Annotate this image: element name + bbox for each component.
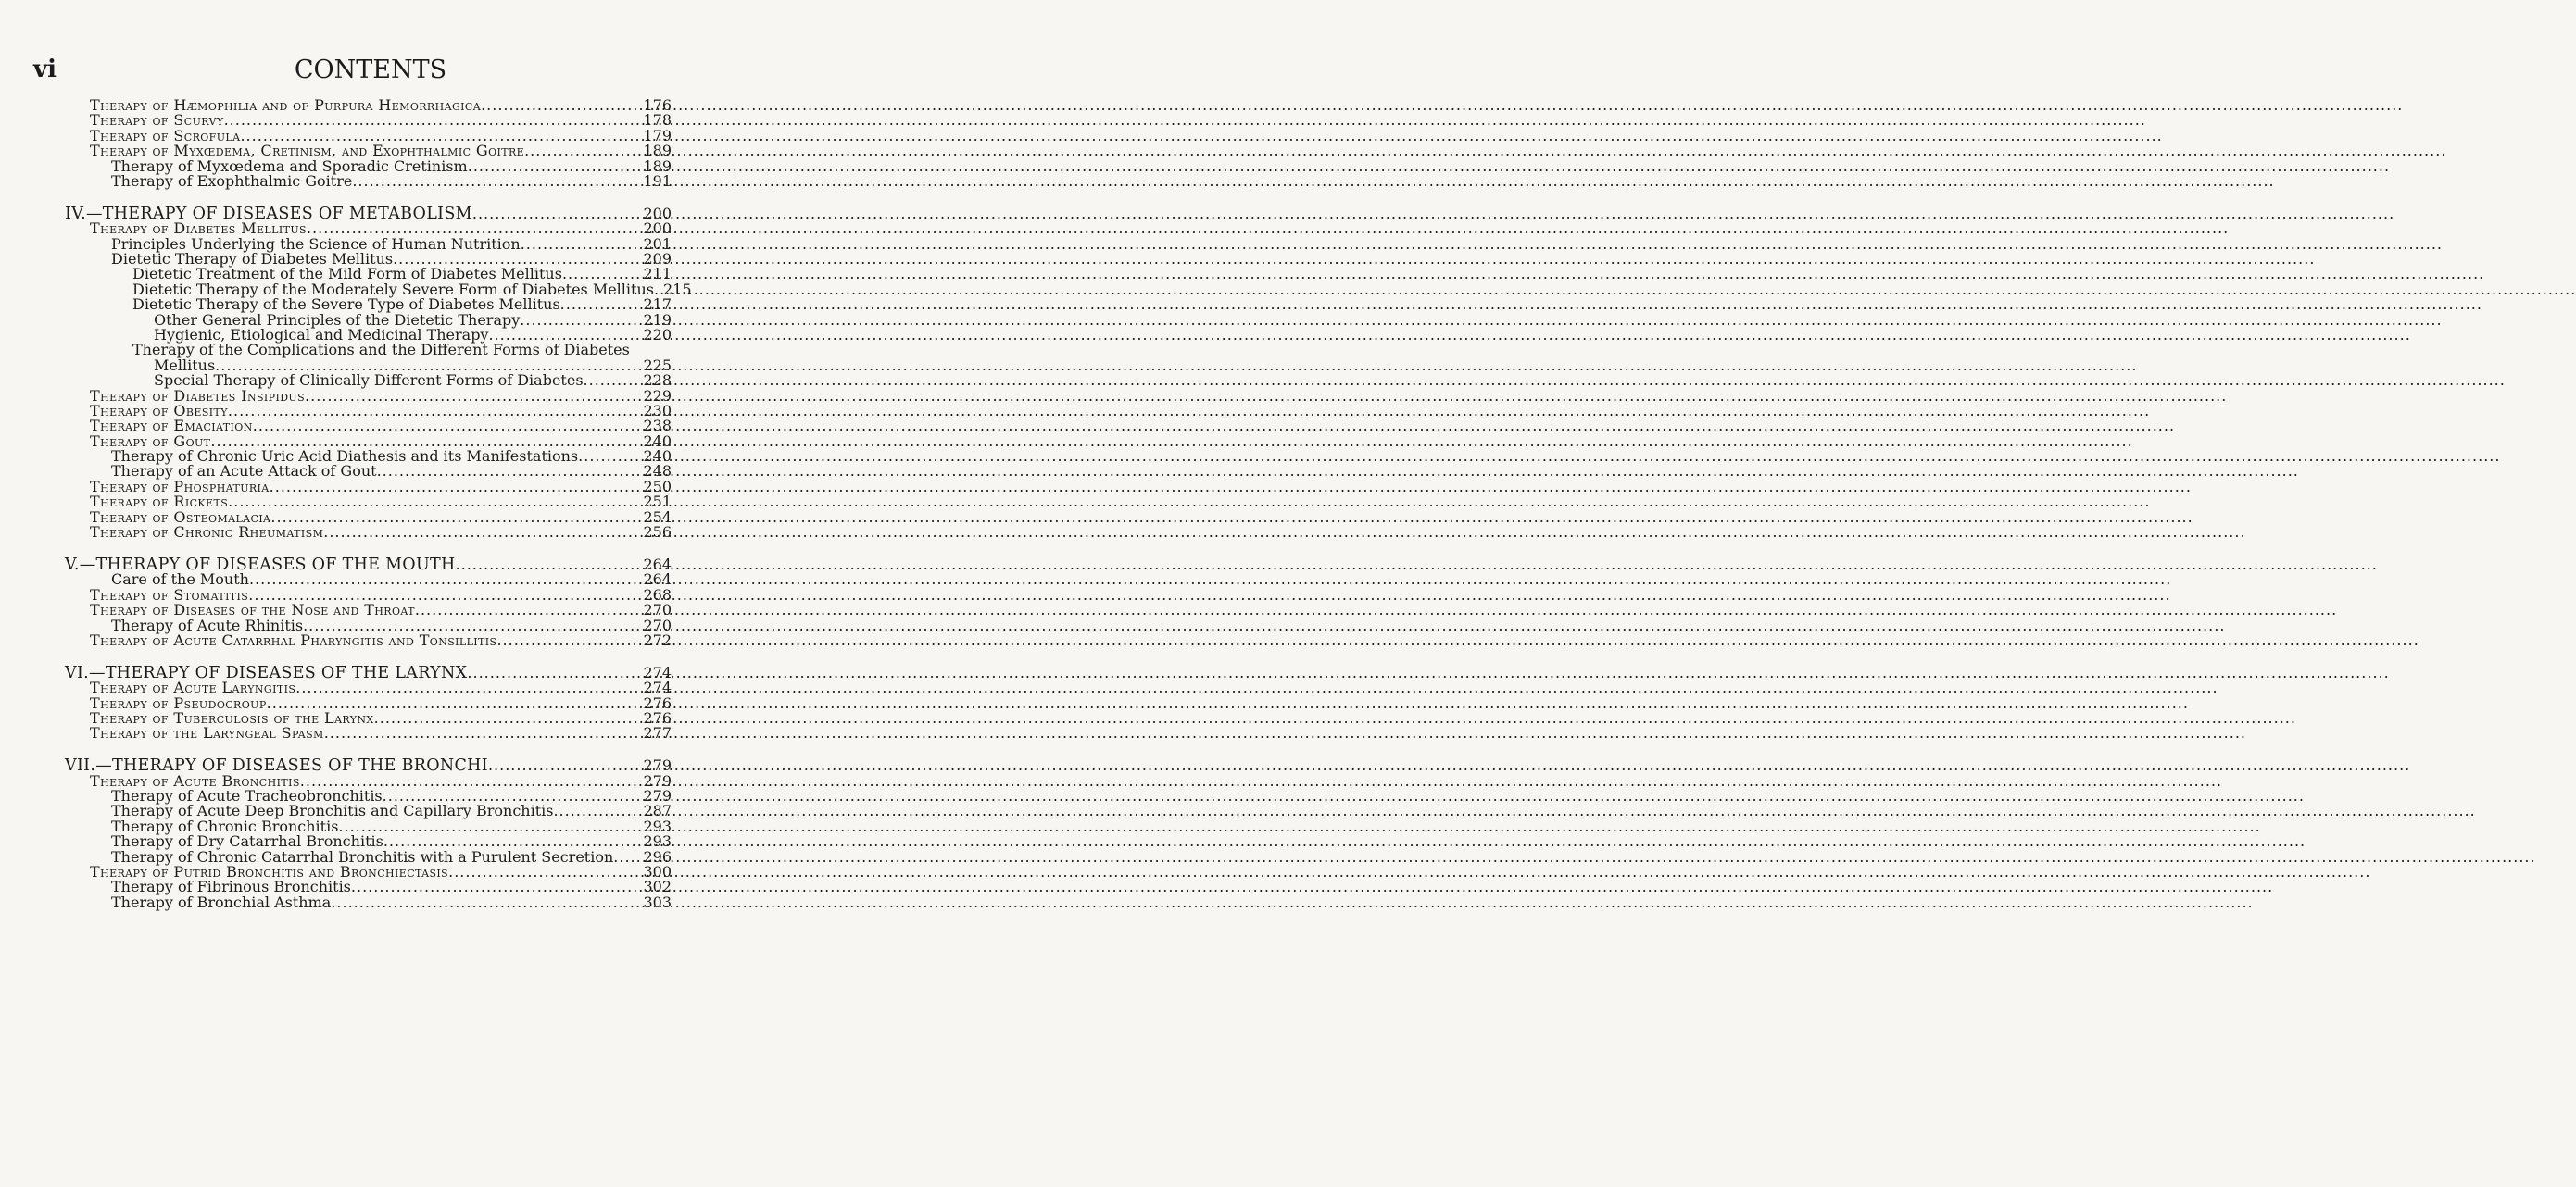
toc-page-number: 256 — [643, 523, 672, 542]
toc-page-number: 279 — [643, 771, 672, 790]
toc-page-number: 293 — [643, 832, 672, 851]
toc-entry-label: Dietetic Treatment of the Mild Form of Diabetes Mellitus — [132, 265, 562, 283]
toc-page-number: 220 — [643, 325, 672, 344]
toc-entry[interactable] — [111, 895, 672, 910]
toc-entry-label: Care of the Mouth — [111, 570, 249, 589]
toc-entry-label: Therapy of Scurvy — [90, 111, 224, 130]
toc-page-number: 200 — [643, 204, 672, 222]
dot-leader — [324, 726, 642, 741]
toc-entry-label: Mellitus — [154, 356, 216, 374]
toc-page-number: 303 — [643, 893, 672, 911]
toc-page-number: 240 — [643, 447, 672, 466]
toc-entry-label: Therapy of Gout — [90, 431, 211, 450]
toc-page-number: 230 — [643, 401, 672, 419]
toc-entry-label: Dietetic Therapy of the Moderately Severe Form of Diabetes Mellitus — [132, 280, 654, 298]
toc-page-number: 279 — [643, 756, 672, 775]
toc-entry-label: Therapy of the Laryngeal Spasm — [90, 724, 324, 743]
toc-entry-label: VII.—THERAPY OF DISEASES OF THE BRONCHI — [65, 756, 488, 776]
toc-page-number: 178 — [643, 111, 672, 130]
section-gap — [90, 540, 672, 554]
toc-entry-label: Therapy of Phosphaturia — [90, 477, 270, 495]
toc-entry[interactable] — [90, 633, 672, 648]
toc-page-number: 277 — [643, 724, 672, 743]
toc-page-number: 240 — [643, 431, 672, 450]
toc-entry-label: Therapy of an Acute Attack of Gout — [111, 462, 377, 481]
toc-entry-label: Therapy of Chronic Catarrhal Bronchitis with a Purulent Secretion — [111, 847, 614, 866]
toc-entry-label: Therapy of Chronic Bronchitis — [111, 817, 339, 835]
toc-entry-label: Special Therapy of Clinically Different Forms of Diabetes — [154, 371, 584, 390]
toc-entry-label: Therapy of Emaciation — [90, 417, 253, 435]
toc-page-number: 217 — [643, 295, 672, 314]
toc-page-number: 189 — [643, 156, 672, 175]
toc-page-number: 264 — [643, 570, 672, 589]
toc-entry-label: Therapy of Acute Tracheobronchitis — [111, 787, 383, 806]
section-gap — [90, 189, 672, 203]
toc-entry-label: Therapy of Pseudocroup — [90, 693, 267, 712]
toc-page-number: 296 — [643, 847, 672, 866]
toc-page-number: 251 — [643, 493, 672, 511]
toc-entry-label: Therapy of Myxœdema, Cretinism, and Exophthalmic Goitre — [90, 142, 525, 160]
toc-entry-label: Other General Principles of the Dietetic Therapy — [154, 310, 521, 329]
toc-page-number: 219 — [643, 310, 672, 329]
toc-entry[interactable] — [90, 726, 672, 741]
toc-page-number: 191 — [643, 171, 672, 190]
toc-entry-label: Therapy of Myxœdema and Sporadic Cretinism — [111, 156, 468, 175]
toc-entry-label: Therapy of Putrid Bronchitis and Bronchiectasis — [90, 862, 449, 881]
toc-page-number: 274 — [643, 679, 672, 697]
toc-page-number: 300 — [643, 862, 672, 881]
dot-leader — [323, 525, 641, 540]
toc-entry-label: Therapy of Diabetes Insipidus — [90, 386, 306, 405]
dot-leader — [331, 895, 641, 910]
toc-page-number: 209 — [643, 250, 672, 269]
toc-page-number: 225 — [643, 356, 672, 374]
toc-entry-label: Therapy of Osteomalacia — [90, 507, 271, 526]
dot-leader — [352, 174, 641, 189]
toc-entry-label: Principles Underlying the Science of Human Nutrition — [111, 234, 521, 253]
toc-entry-label: Therapy of Acute Deep Bronchitis and Capillary Bronchitis — [111, 802, 554, 820]
toc-entry-label: Therapy of Fibrinous Bronchitis — [111, 878, 351, 896]
toc-entry-label: Therapy of Obesity — [90, 401, 228, 419]
dot-leader — [496, 633, 641, 648]
toc-page-number: 293 — [643, 817, 672, 835]
page-number: vi — [33, 56, 57, 83]
toc-entry-label: Therapy of Diseases of the Nose and Throat — [90, 601, 415, 619]
toc-page-number: 228 — [643, 371, 672, 390]
toc-page-number: 270 — [643, 616, 672, 634]
toc-page-number: 279 — [643, 787, 672, 806]
toc-page-number: 287 — [643, 802, 672, 820]
toc-page-number: 179 — [643, 126, 672, 144]
toc-page-number: 270 — [643, 601, 672, 619]
toc-page-number: 201 — [643, 234, 672, 253]
toc-entry-label: Therapy of Chronic Uric Acid Diathesis and its Manifestations — [111, 447, 579, 466]
toc-entry-label: Therapy of Acute Bronchitis — [90, 771, 300, 790]
toc-page-number: 268 — [643, 585, 672, 604]
toc-page-number: 176 — [643, 96, 672, 114]
table-of-contents — [65, 96, 692, 911]
toc-page-number: 264 — [643, 555, 672, 573]
toc-entry-label: Therapy of Acute Catarrhal Pharyngitis and Tonsillitis — [90, 631, 497, 649]
toc-entry-label: Therapy of Hæmophilia and of Purpura Hemorrhagica — [90, 96, 482, 114]
toc-page-number: 276 — [643, 693, 672, 712]
toc-page-number: 250 — [643, 477, 672, 495]
section-gap — [90, 742, 672, 756]
page-title: CONTENTS — [294, 56, 447, 84]
toc-entry-label: Therapy of Scrofula — [90, 126, 241, 144]
toc-entry-label: Therapy of Diabetes Mellitus — [90, 219, 307, 238]
toc-entry[interactable] — [90, 525, 672, 540]
toc-page-number: 302 — [643, 878, 672, 896]
toc-entry-label: IV.—THERAPY OF DISEASES OF METABOLISM — [65, 204, 472, 223]
toc-page-number: 211 — [643, 265, 672, 283]
section-gap — [90, 648, 672, 662]
toc-entry-label: VI.—THERAPY OF DISEASES OF THE LARYNX — [65, 663, 468, 682]
toc-page-number: 274 — [643, 663, 672, 681]
toc-entry-label: Therapy of Tuberculosis of the Larynx — [90, 708, 374, 727]
toc-page-number: 272 — [643, 631, 672, 649]
toc-entry-label: V.—THERAPY OF DISEASES OF THE MOUTH — [65, 555, 456, 574]
toc-page-number: 200 — [643, 219, 672, 238]
toc-page-number: 248 — [643, 462, 672, 481]
toc-entry-label: Therapy of Exophthalmic Goitre — [111, 171, 353, 190]
toc-entry-label: Therapy of the Complications and the Different Forms of Diabetes — [132, 341, 630, 359]
toc-entry[interactable] — [111, 171, 672, 190]
toc-page-number: 238 — [643, 417, 672, 435]
toc-entry-label: Therapy of Bronchial Asthma — [111, 893, 332, 911]
toc-entry-label: Therapy of Acute Rhinitis — [111, 616, 304, 634]
toc-entry-label: Therapy of Dry Catarrhal Bronchitis — [111, 832, 383, 851]
toc-page-number: 215 — [662, 280, 692, 298]
toc-page-number: 276 — [643, 708, 672, 727]
toc-page-number: 254 — [643, 507, 672, 526]
toc-entry-label: Dietetic Therapy of the Severe Type of Diabetes Mellitus — [132, 295, 560, 314]
toc-page-number: 189 — [643, 142, 672, 160]
toc-entry-label: Therapy of Stomatitis — [90, 585, 249, 604]
toc-entry-label: Dietetic Therapy of Diabetes Mellitus — [111, 250, 394, 269]
toc-entry-label: Therapy of Chronic Rheumatism — [90, 523, 324, 542]
toc-entry-label: Hygienic, Etiological and Medicinal Therapy — [154, 325, 489, 344]
toc-page-number: 229 — [643, 386, 672, 405]
toc-entry-label: Therapy of Rickets — [90, 493, 229, 511]
toc-entry-label: Therapy of Acute Laryngitis — [90, 679, 296, 697]
